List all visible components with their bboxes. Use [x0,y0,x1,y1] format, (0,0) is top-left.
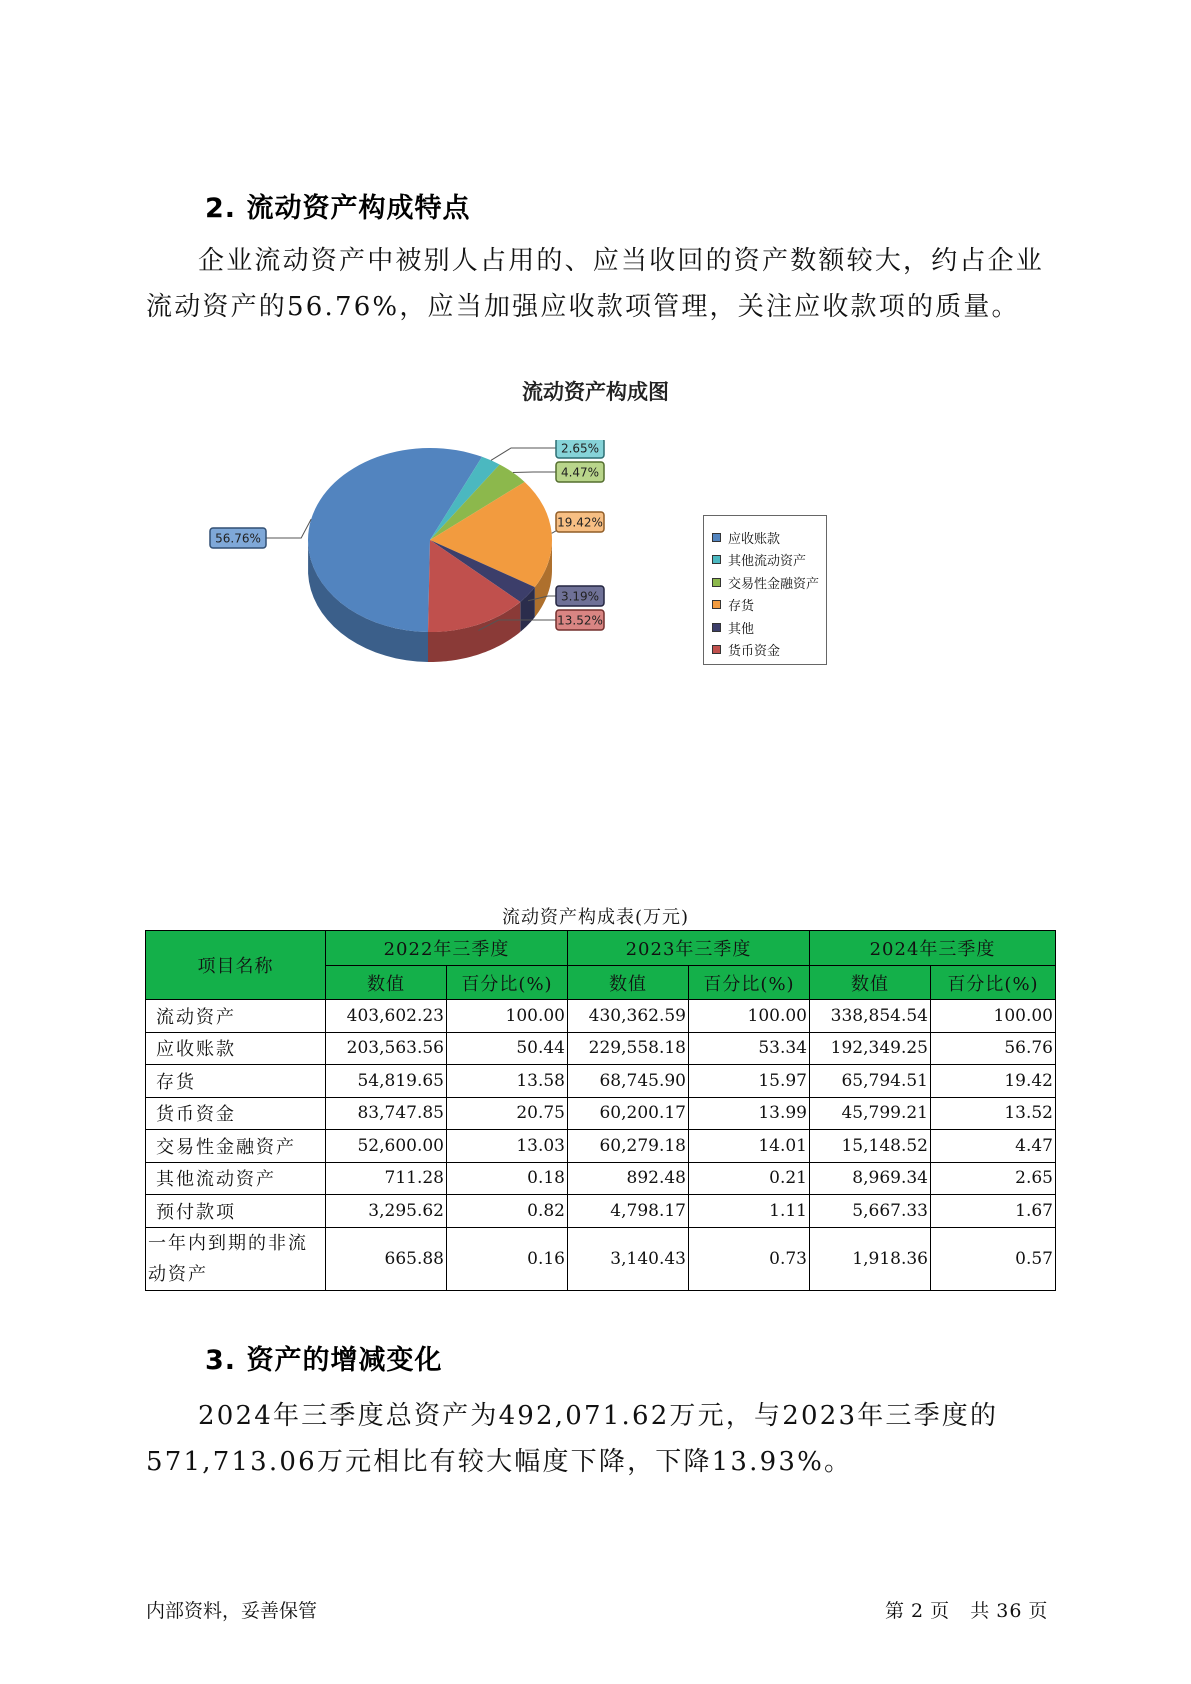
chart-title: 流动资产构成图 [522,380,669,404]
cell-value: 3,295.62 [326,1195,447,1228]
footer-total-label-end: 页 [1028,1600,1049,1622]
cell-percent: 100.00 [447,1000,568,1033]
table-row [146,1227,1056,1290]
data-label-leader [513,472,556,473]
legend-label: 应收账款 [728,531,781,547]
legend-label: 货币资金 [728,644,781,660]
pie-chart [190,440,670,680]
footer-page-label: 第 [885,1600,906,1622]
cell-value: 203,563.56 [326,1032,447,1065]
legend-swatch [712,578,721,587]
legend-swatch [712,600,721,609]
cell-percent: 1.11 [689,1195,810,1228]
legend-item [712,526,826,549]
cell-percent: 13.99 [689,1097,810,1130]
table-row [146,1130,1056,1163]
table-row [146,1097,1056,1130]
cell-percent: 53.34 [689,1032,810,1065]
cell-value: 192,349.25 [810,1032,931,1065]
row-name: 交易性金融资产 [146,1130,326,1163]
data-label: 2.65% [560,441,600,456]
header-value: 数值 [810,966,931,1000]
chart-legend [703,515,827,665]
footer-page-label-end: 页 [930,1600,951,1622]
cell-value: 430,362.59 [568,1000,689,1033]
cell-value: 1,918.36 [810,1227,931,1290]
footer-page-num: 2 [911,1600,925,1622]
cell-percent: 15.97 [689,1065,810,1098]
data-label: 3.19% [560,589,600,604]
legend-swatch [712,555,721,564]
cell-value: 45,799.21 [810,1097,931,1130]
data-label: 19.42% [557,515,603,530]
cell-percent: 0.21 [689,1162,810,1195]
header-value: 数值 [568,966,689,1000]
cell-percent: 19.42 [931,1065,1056,1098]
cell-value: 892.48 [568,1162,689,1195]
footer-total-num: 36 [996,1600,1023,1622]
footer-total-label: 共 [970,1600,991,1622]
cell-value: 711.28 [326,1162,447,1195]
table-caption: 流动资产构成表(万元) [501,907,690,928]
legend-label: 交易性金融资产 [728,576,820,592]
section-heading-asset-change: 3. 资产的增减变化 [205,1345,443,1376]
section-heading-current-assets: 2. 流动资产构成特点 [205,193,471,224]
data-label-leader [491,448,556,460]
header-period-2023: 2023年三季度 [568,931,810,966]
table-row [146,1162,1056,1195]
header-period-2022: 2022年三季度 [326,931,568,966]
cell-percent: 2.65 [931,1162,1056,1195]
data-label-leader [266,519,311,538]
table-row [146,1000,1056,1033]
legend-label: 其他 [728,621,755,637]
row-name: 一年内到期的非流动资产 [146,1227,326,1290]
header-value: 数值 [326,966,447,1000]
cell-value: 403,602.23 [326,1000,447,1033]
current-assets-table [145,930,1056,1291]
table-row [146,1065,1056,1098]
legend-item [712,639,826,662]
table-row [146,1195,1056,1228]
cell-value: 4,798.17 [568,1195,689,1228]
header-percent: 百分比(%) [447,966,568,1000]
row-name: 货币资金 [146,1097,326,1130]
row-name: 预付款项 [146,1195,326,1228]
cell-percent: 4.47 [931,1130,1056,1163]
data-label: 4.47% [560,465,600,480]
cell-value: 60,200.17 [568,1097,689,1130]
cell-value: 60,279.18 [568,1130,689,1163]
legend-swatch [712,533,721,542]
footer-page-number [885,1596,1054,1623]
cell-percent: 100.00 [931,1000,1056,1033]
cell-value: 665.88 [326,1227,447,1290]
legend-item [712,616,826,639]
legend-label: 存货 [728,599,755,615]
cell-percent: 50.44 [447,1032,568,1065]
cell-value: 68,745.90 [568,1065,689,1098]
cell-percent: 56.76 [931,1032,1056,1065]
cell-value: 3,140.43 [568,1227,689,1290]
cell-value: 54,819.65 [326,1065,447,1098]
cell-percent: 0.82 [447,1195,568,1228]
legend-item [712,594,826,617]
cell-percent: 0.57 [931,1227,1056,1290]
data-label: 13.52% [557,613,603,628]
row-name: 其他流动资产 [146,1162,326,1195]
footer-confidential-note: 内部资料，妥善保管 [146,1600,318,1622]
cell-percent: 0.16 [447,1227,568,1290]
row-name: 应收账款 [146,1032,326,1065]
header-period-2024: 2024年三季度 [810,931,1056,966]
asset-change-paragraph: 2024年三季度总资产为492,071.62万元，与2023年三季度的571,713.06万元相比有较大幅度下降，下降13.93%。 [146,1401,999,1477]
cell-percent: 100.00 [689,1000,810,1033]
cell-value: 229,558.18 [568,1032,689,1065]
legend-label: 其他流动资产 [728,554,807,570]
cell-percent: 20.75 [447,1097,568,1130]
cell-value: 65,794.51 [810,1065,931,1098]
cell-percent: 13.58 [447,1065,568,1098]
cell-percent: 1.67 [931,1195,1056,1228]
legend-swatch [712,623,721,632]
legend-item [712,571,826,594]
current-assets-paragraph: 企业流动资产中被别人占用的、应当收回的资产数额较大，约占企业流动资产的56.76%，应当加强应收款项管理，关注应收款项的质量。 [146,246,1045,322]
row-name: 存货 [146,1065,326,1098]
header-item-name: 项目名称 [146,931,326,1000]
row-name: 流动资产 [146,1000,326,1033]
cell-value: 15,148.52 [810,1130,931,1163]
data-label: 56.76% [215,531,261,546]
header-percent: 百分比(%) [689,966,810,1000]
cell-percent: 13.03 [447,1130,568,1163]
cell-percent: 14.01 [689,1130,810,1163]
legend-swatch [712,645,721,654]
cell-value: 8,969.34 [810,1162,931,1195]
table-row [146,1032,1056,1065]
cell-percent: 13.52 [931,1097,1056,1130]
cell-percent: 0.18 [447,1162,568,1195]
cell-percent: 0.73 [689,1227,810,1290]
cell-value: 83,747.85 [326,1097,447,1130]
cell-value: 338,854.54 [810,1000,931,1033]
legend-item [712,549,826,572]
cell-value: 5,667.33 [810,1195,931,1228]
cell-value: 52,600.00 [326,1130,447,1163]
header-percent: 百分比(%) [931,966,1056,1000]
